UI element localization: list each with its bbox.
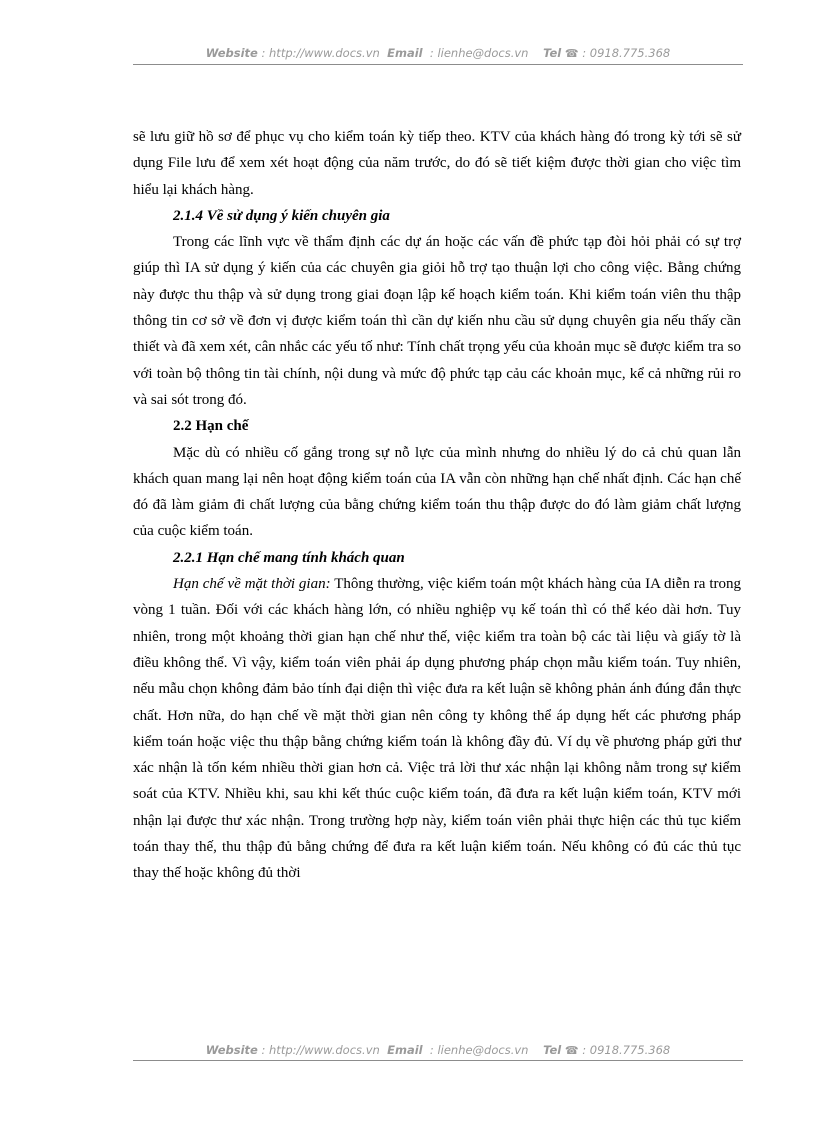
header-website-label: Website — [205, 46, 258, 60]
header-banner: Website : http://www.docs.vn Email : lienhe@docs.vn Tel ☎ : 0918.775.368 — [205, 46, 671, 60]
footer-website-url[interactable]: http://www.docs.vn — [269, 1043, 380, 1057]
header-website-url[interactable]: http://www.docs.vn — [269, 46, 380, 60]
header-tel-value: : 0918.775.368 — [578, 46, 671, 60]
header-email-label: Email — [387, 46, 423, 60]
phone-icon: ☎ — [564, 1044, 579, 1057]
footer-email-value[interactable]: lienhe@docs.vn — [437, 1043, 529, 1057]
header-tel-label: Tel — [543, 46, 562, 60]
document-body — [133, 124, 741, 887]
footer-email-label: Email — [387, 1043, 423, 1057]
footer-divider — [133, 1060, 743, 1061]
header-divider — [133, 64, 743, 65]
heading-2-2: 2.2 Hạn chế — [173, 418, 249, 435]
paragraph-expert-opinion: Trong các lĩnh vực về thẩm định các dự án hoặc các vấn đề phức tạp đòi hỏi phải có sự trợ giúp thì IA sử dụng ý kiến của các chuyên gia giỏi hỗ trợ tạo thuận lợi cho công việc. Bằng chứng này được thu thập và sử dụng trong giai đoạn lập kế hoạch kiểm toán. Khi kiểm toán viên thu thập thông tin cơ sở về đơn vị được kiểm toán thì cần dự kiến nhu cầu sử dụng chuyên gia nếu thấy cần thiết và đã xem xét, cân nhắc các yếu tố như: Tính chất trọng yếu của khoản mục sẽ được kiểm tra so với toàn bộ thông tin tài chính, nội dung và mức độ phức tạp cảu các khoản mục, kể cả những rủi ro và sai sót trong đó. — [133, 234, 741, 408]
time-limitation-text: Thông thường, việc kiểm toán một khách hàng của IA diễn ra trong vòng 1 tuần. Đối với các khách hàng lớn, có nhiều nghiệp vụ kế toán thì có thể kéo dài hơn. Tuy nhiên, trong một khoảng thời gian hạn chế như thế, việc kiểm tra toàn bộ các tài liệu và giấy tờ là điều không thể. Vì vậy, kiểm toán viên phải áp dụng phương pháp chọn mẫu kiểm toán. Tuy nhiên, nếu mẫu chọn không đảm bảo tính đại diện thì việc đưa ra kết luận sẽ không phản ánh đúng đắn thực chất. Hơn nữa, do hạn chế về mặt thời gian nên công ty không thể áp dụng hết các phương pháp kiểm toán hoặc việc thu thập bằng chứng kiểm toán là không đầy đủ. Ví dụ về phương pháp gửi thư xác nhận là tốn kém nhiều thời gian hơn cả. Việc trả lời thư xác nhận lại không nằm trong sự kiểm soát của KTV. Nhiều khi, sau khi kết thúc cuộc kiểm toán, đã đưa ra kết luận kiểm toán, KTV mới nhận lại được thư xác nhận. Trong trường hợp này, kiểm toán viên phải thực hiện các thủ tục kiểm toán thay thế, thu thập đủ bằng chứng để đưa ra kết luận kiểm toán. Nếu không có đủ các thủ tục thay thế hoặc không đủ thời — [133, 576, 741, 882]
footer-tel-value: : 0918.775.368 — [578, 1043, 671, 1057]
header-email-value[interactable]: lienhe@docs.vn — [437, 46, 529, 60]
paragraph-continuation: sẽ lưu giữ hồ sơ để phục vụ cho kiểm toán kỳ tiếp theo. KTV của khách hàng đó trong kỳ tới sẽ sử dụng File lưu để xem xét hoạt động của năm trước, do đó sẽ tiết kiệm được thời gian cho việc tìm hiểu lại khách hàng. — [133, 129, 741, 198]
paragraph-limitations: Mặc dù có nhiều cố gắng trong sự nỗ lực của mình nhưng do nhiều lý do cả chủ quan lẫn khách quan mang lại nên hoạt động kiểm toán của IA vẫn còn những hạn chế nhất định. Các hạn chế đó đã làm giảm đi chất lượng của bằng chứng kiểm toán thu thập được do đó làm giảm chất lượng của cuộc kiểm toán. — [133, 444, 741, 540]
footer-website-label: Website — [205, 1043, 258, 1057]
footer-banner: Website : http://www.docs.vn Email : lienhe@docs.vn Tel ☎ : 0918.775.368 — [205, 1043, 671, 1057]
heading-2-1-4: 2.1.4 Về sử dụng ý kiến chuyên gia — [173, 207, 390, 224]
paragraph-time-limitation — [133, 571, 741, 887]
heading-2-2-1: 2.2.1 Hạn chế mang tính khách quan — [173, 549, 405, 566]
footer-tel-label: Tel — [543, 1043, 562, 1057]
phone-icon: ☎ — [564, 47, 579, 60]
time-limitation-lead: Hạn chế về mặt thời gian: — [173, 576, 331, 593]
